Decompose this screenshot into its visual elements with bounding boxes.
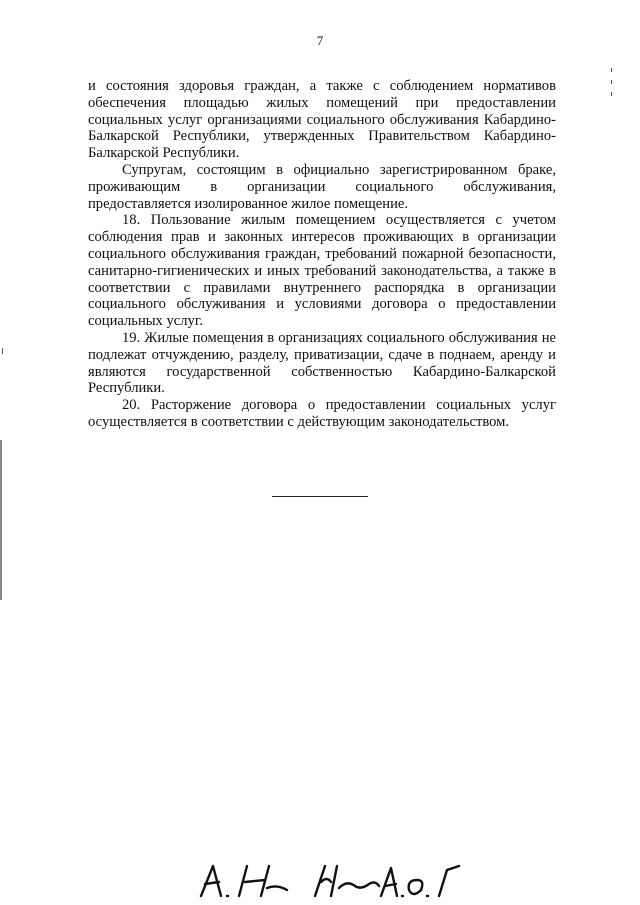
page-number: 7 — [316, 33, 324, 48]
signature-drawing — [195, 858, 465, 900]
end-separator-line — [272, 496, 368, 497]
scan-mark-top-right — [611, 92, 612, 96]
paragraph-18: 18. Пользование жилым помещением осуществляется с учетом соблюдения прав и законных интересов проживающих в организации социального обслуживания граждан, требований пожарной безопасности, санитарно-гигиенических и иных требований законодательства, а также в соответствии с правилами внутреннего распорядка в организации социального обслуживания и условиями договора о предоставлении социальных услуг. — [88, 212, 556, 330]
paragraph-20: 20. Расторжение договора о предоставлении социальных услуг осуществляется в соответствии с действующим законодательством. — [88, 397, 556, 430]
scan-mark-left — [0, 440, 2, 600]
paragraph-continuation: и состояния здоровья граждан, а также с соблюдением нормативов обеспечения площадью жилых помещений при предоставлении социальных услуг организациями социального обслуживания Кабардино-Балкарской Республики, утвержденных Правительством Кабардино-Балкарской Республики. — [88, 78, 556, 162]
scan-mark-top-right — [611, 68, 612, 72]
document-body — [88, 78, 556, 431]
handwritten-initials — [195, 858, 465, 905]
paragraph-19: 19. Жилые помещения в организациях социального обслуживания не подлежат отчуждению, разделу, приватизации, сдаче в поднаем, аренду и являются государственной собственностью Кабардино-Балкарской Республики. — [88, 329, 556, 397]
paragraph-spouses: Супругам, состоящим в официально зарегистрированном браке, проживающим в организации социального обслуживания, предоставляется изолированное жилое помещение. — [88, 161, 556, 212]
scan-mark-top-right — [611, 80, 612, 84]
scan-mark-left — [2, 348, 3, 354]
